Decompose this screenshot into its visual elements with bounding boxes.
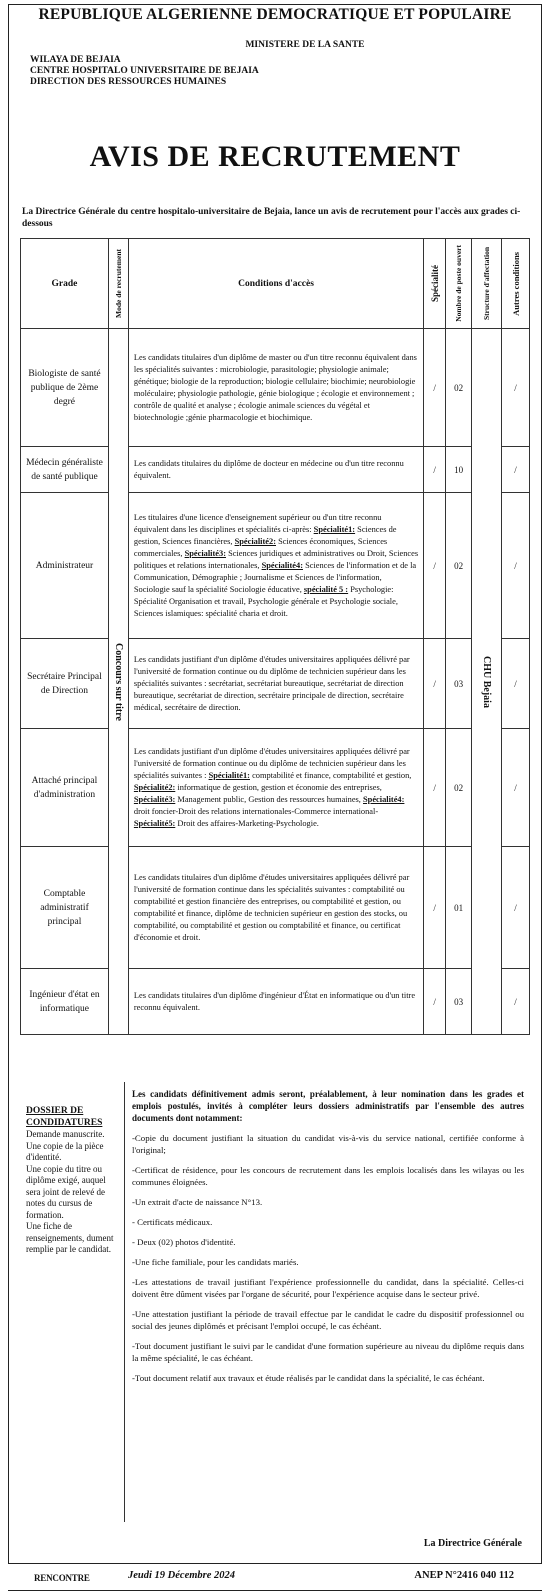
dossier-left-item: Demande manuscrite. [26,1129,105,1139]
table-row [21,969,530,1035]
specialite-cell: / [424,729,446,847]
specialite-text: Sciences économiques, Sciences commerciales, [133,536,388,558]
specialite-text: informatique de gestion, gestion et économie des entreprises, [175,782,382,792]
nombre-cell: 10 [446,447,472,493]
col-header-grade: Grade [21,239,109,329]
autres-cell: / [502,639,530,729]
organization-block [30,55,259,88]
footer-rule [8,1590,542,1591]
specialite-label: Spécialité5: [133,818,176,828]
conditions-cell: Les candidats titulaires d'un diplôme de master ou d'un titre reconnu équivalent dans les spécialités suivantes : microbiologie, parasitologie; physiologie animale; génétique; biologie de la reproduction; biologie cellulaire; biochimie; neurobiologie moléculaire; physiologie pathologie, génie biologique ; écologie et environnement ; contrôle de qualité et analyse ; écologie animale sciences du végétal et biotechnologie ;génie pharmacologie et biochimique. [128,329,423,447]
structure-cell: CHU Bejaia [481,655,493,708]
specialite-text: Psychologie: Spécialité Organisation et travail, Psychologie générale et Psychologie sociale, Sciences islamiques: spécialité charia et droit. [133,584,398,618]
specialite-text: droit foncier-Droit des relations internationales-Commerce international- [133,806,379,816]
conditions-cell: Les candidats justifiant d'un diplôme d'études universitaires appliquées délivré par l'université de formation continue ou du diplôme de technicien supérieur dans les spécialités suivantes : secrétariat, secrétariat bureautique, secrétariat de direction bureautique, secrétariat de direction, secrétaire principale de direction, secrétaire médical, secrétaire de direction. [128,639,423,729]
newspaper-logo: RENCONTRE [34,1573,90,1583]
specialite-label: Spécialité1: [208,770,250,780]
dossier-details [132,1088,524,1392]
specialite-text: Droit des affaires-Marketing-Psychologie. [175,818,319,828]
dossier-item: - Certificats médicaux. [132,1217,213,1227]
intro-text: La Directrice Générale du centre hospitalo-universitaire de Bejaia, lance un avis de recrutement pour l'accès aux grades ci-dessous [22,207,521,229]
autres-cell: / [502,329,530,447]
specialite-cell: / [424,639,446,729]
table-row [21,329,530,447]
page-title: AVIS DE RECRUTEMENT [89,140,461,173]
conditions-intro: Les candidats justifiant d'un diplôme d'études universitaires appliquées délivré par l'université de formation continue ou du diplôme de technicien supérieur dans les spécialités suivantes : [133,746,410,780]
dossier-title: DOSSIER DE [26,1106,84,1116]
signature: La Directrice Générale [423,1538,522,1549]
grade-cell: Administrateur [21,493,109,639]
autres-cell: / [502,729,530,847]
dossier-lead: Les candidats définitivement admis seront, préalablement, à leur nomination dans les grades et emplois postulés, invités à compléter leurs dossiers administratifs par l'ensemble des autres documents dont notamment: [132,1089,524,1123]
table-row [21,447,530,493]
anep-number: ANEP N°2416 040 112 [414,1570,514,1581]
autres-cell: / [502,847,530,969]
conditions-cell: Les candidats titulaires d'un diplôme d'études universitaires appliquées délivré par l'université de formation continue dans les spécialités suivantes : comptabilité ou comptabilité et gestion financière des entreprises, ou comptabilité et gestion, ou comptabilité et finance, diplôme de technicien supérieur en gestion des stocks, ou comptabilité, ou comptabilité et gestion ou comptabilité et finance, ou certificat d'économie et droit. [128,847,423,969]
table-header-row [21,239,530,329]
nombre-cell: 03 [446,639,472,729]
dossier-title: CONDIDATURES [26,1117,103,1128]
autres-cell: / [502,969,530,1035]
dossier-left-item: Une copie du titre ou diplôme exigé, auquel sera joint de relevé de notes du cursus de formation. [26,1163,106,1220]
col-header-autres: Autres conditions [510,251,521,316]
dossier-item: -Certificat de résidence, pour les concours de recrutement dans les emplois localisés dans les wilayas ou les communes éloignées. [132,1165,524,1187]
specialite-label: Spécialité4: [261,560,303,570]
org-line: WILAYA DE BEJAIA [30,55,121,65]
grade-cell: Attaché principal d'administration [21,729,109,847]
nombre-cell: 02 [446,493,472,639]
dossier-item: -Les attestations de travail justifiant l'expérience professionnelle du candidat, dans la spécialité. Celles-ci doivent être dûment visées par l'organe de sécurité, pour l'expérience acquise dans le secteur privé. [132,1277,524,1299]
dossier-item: -Tout document relatif aux travaux et étude réalisés par le candidat dans la spécialité, le cas échéant. [132,1373,485,1383]
specialite-cell: / [424,847,446,969]
specialite-cell: / [424,447,446,493]
nombre-cell: 03 [446,969,472,1035]
nombre-cell: 02 [446,329,472,447]
specialite-label: Spécialité2: [234,536,276,546]
dossier-item: -Une fiche familiale, pour les candidats mariés. [132,1257,299,1267]
specialite-cell: / [424,969,446,1035]
table-row [21,493,530,639]
specialite-text: Sciences juridiques et administratives ou Droit, Sciences politiques et relations internationales, [133,548,419,570]
grade-cell: Comptable administratif principal [21,847,109,969]
col-header-nombre: Nombre de poste ouvert [454,245,464,322]
col-header-mode: Mode de recrutement [113,248,123,318]
specialite-text: comptabilité et finance, comptabilité et gestion, [249,770,412,780]
grade-cell: Biologiste de santé publique de 2ème degré [21,329,109,447]
specialite-text: Sciences de gestion, Sciences financières, [133,524,397,546]
footer [0,1530,550,1592]
republic-heading: REPUBLIQUE ALGERIENNE DEMOCRATIQUE ET POPULAIRE [38,6,512,23]
dossier-item: -Un extrait d'acte de naissance N°13. [132,1197,263,1207]
dossier-item: -Une attestation justifiant la période de travail effectue par le candidat le cadre du dispositif professionnel ou social des jeunes diplômés et précisant l'emploi occupé, le cas échéant. [132,1309,524,1331]
dossier-item: - Deux (02) photos d'identité. [132,1237,236,1247]
publication-date: Jeudi 19 Décembre 2024 [128,1570,236,1581]
dossier-item: -Copie du document justifiant la situation du candidat vis-à-vis du service national, certifiée conforme à l'original; [132,1133,524,1155]
grade-cell: Ingénieur d'état en informatique [21,969,109,1035]
conditions-cell [128,493,423,639]
conditions-cell [128,729,423,847]
conditions-intro: Les titulaires d'une licence d'enseignement supérieur ou d'un titre reconnu équivalent dans les disciplines et spécialités ci-après: [133,512,382,534]
ministry-heading: MINISTERE DE LA SANTE [245,40,365,50]
grade-cell: Médecin généraliste de santé publique [21,447,109,493]
nombre-cell: 01 [446,847,472,969]
specialite-label: Spécialité1: [313,524,356,534]
conditions-cell: Les candidats titulaires d'un diplôme d'ingénieur d'État en informatique ou d'un titre reconnu équivalent. [128,969,423,1035]
dossier-sidebar [20,1082,125,1522]
org-line: DIRECTION DES RESSOURCES HUMAINES [30,77,227,87]
dossier-left-item: Une fiche de renseignements, dument remplie par le candidat. [26,1221,114,1254]
specialite-cell: / [424,493,446,639]
specialite-label: Spécialité2: [133,782,176,792]
specialite-label: Spécialité4: [363,794,405,804]
dossier-section [20,1082,530,1522]
autres-cell: / [502,493,530,639]
specialite-text: Sciences de l'information et de la Communication, Démographie ; Journalisme et Sciences de l'information, Sociologie sauf la spécialité Sociologie éducative, [133,560,417,594]
grade-cell: Secrétaire Principal de Direction [21,639,109,729]
specialite-label: spécialité 5 : [303,584,349,594]
table-row [21,639,530,729]
col-header-structure: Structure d'affectation [482,247,492,320]
col-header-specialite: Spécialité [429,265,440,302]
specialite-text: Management public, Gestion des ressources humaines, [175,794,363,804]
col-header-conditions: Conditions d'accès [128,239,423,329]
table-row [21,729,530,847]
autres-cell: / [502,447,530,493]
dossier-item: -Tout document justifiant le suivi par le candidat d'une formation supérieure au niveau du diplôme requis dans la même spécialité, le cas échéant. [132,1341,524,1363]
specialite-cell: / [424,329,446,447]
table-row [21,847,530,969]
mode-cell: Concours sur titre [112,642,124,721]
dossier-left-item: Une copie de la pièce d'identité. [26,1140,104,1162]
specialite-label: Spécialité3: [133,794,176,804]
org-line: CENTRE HOSPITALO UNIVERSITAIRE DE BEJAIA [30,66,259,76]
recruitment-table [20,238,530,1035]
conditions-cell: Les candidats titulaires du diplôme de docteur en médecine ou d'un titre reconnu équivalent. [128,447,423,493]
nombre-cell: 02 [446,729,472,847]
specialite-label: Spécialité3: [184,548,226,558]
